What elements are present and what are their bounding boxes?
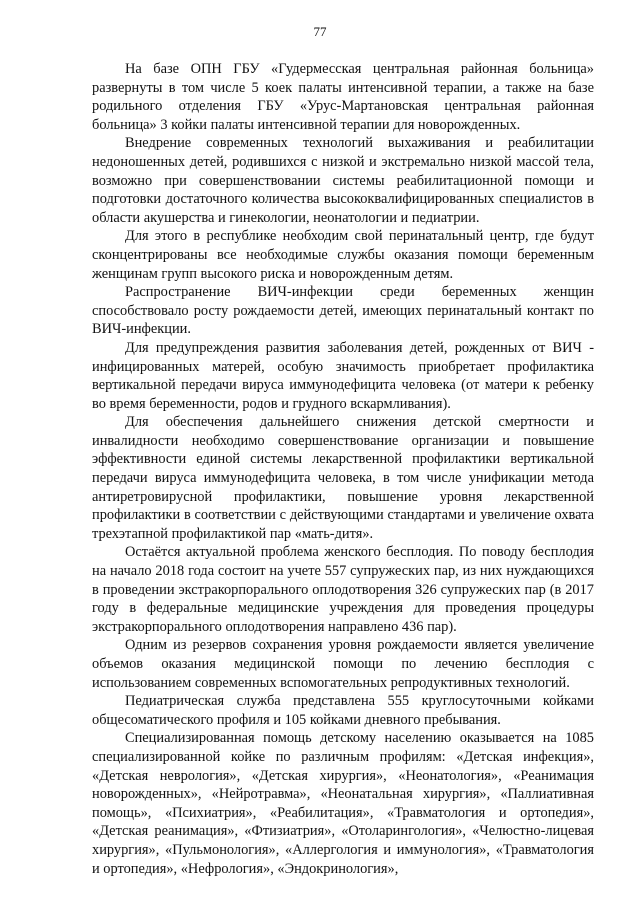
- page-number: 77: [313, 24, 327, 39]
- paragraph: На базе ОПН ГБУ «Гудермесская центральная районная больница» развернуты в том числе 5 коек палаты интенсивной терапии, а также на базе родильного отделения ГБУ «Урус-Мартановская центральная районная больница» 3 койки палаты интенсивной терапии для новорожденных.: [92, 61, 594, 133]
- paragraph: Для этого в республике необходим свой перинатальный центр, где будут сконцентрированы все необходимые службы оказания помощи беременным женщинам групп высокого риска и новорожденным детям.: [92, 228, 594, 282]
- paragraph: Распространение ВИЧ-инфекции среди беременных женщин способствовало росту рождаемости детей, имеющих перинатальный контакт по ВИЧ-инфекции.: [92, 284, 594, 338]
- body-text: [92, 60, 594, 878]
- paragraph: Внедрение современных технологий выхаживания и реабилитации недоношенных детей, родившихся с низкой и экстремально низкой массой тела, возможно при совершенствовании системы реабилитационной помощи и подготовки достаточного количества высококвалифицированных специалистов в области акушерства и гинекологии, неонатологии и педиатрии.: [92, 135, 594, 226]
- paragraph: Педиатрическая служба представлена 555 круглосуточными койками общесоматического профиля и 105 койками дневного пребывания.: [92, 693, 594, 728]
- paragraph: Остаётся актуальной проблема женского бесплодия. По поводу бесплодия на начало 2018 года состоит на учете 557 супружеских пар, из них нуждающихся в проведении экстракорпорального оплодотворения 326 супружеских пар (в 2017 году в федеральные медицинские учреждения для проведения процедуры экстракорпорального оплодотворения направлено 436 пар).: [92, 544, 594, 635]
- paragraph: Специализированная помощь детскому населению оказывается на 1085 специализированной койке по различным профилям: «Детская инфекция», «Детская неврология», «Детская хирургия», «Неонатология», «Реанимация новорожденных», «Нейротравма», «Неонатальная хирургия», «Паллиативная помощь», «Психиатрия», «Реабилитация», «Травматология и ортопедия», «Детская реанимация», «Фтизиатрия», «Отоларингология», «Челюстно-лицевая хирургия», «Пульмонология», «Аллергология и иммунология», «Травматология и ортопедия», «Нефрология», «Эндокринология»,: [92, 730, 594, 877]
- paragraph: Для обеспечения дальнейшего снижения детской смертности и инвалидности необходимо совершенствование организации и повышение эффективности единой системы лекарственной профилактики вертикальной передачи вируса иммунодефицита человека, в том числе унификации метода антиретровирусной профилактики, повышение уровня лекарственной профилактики в соответствии с действующими стандартами и увеличение охвата трехэтапной профилактикой пар «мать-дитя».: [92, 414, 594, 542]
- paragraph: Одним из резервов сохранения уровня рождаемости является увеличение объемов оказания медицинской помощи по лечению бесплодия с использованием современных вспомогательных репродуктивных технологий.: [92, 637, 594, 691]
- paragraph: Для предупреждения развития заболевания детей, рожденных от ВИЧ - инфицированных матерей, особую значимость приобретает профилактика вертикальной передачи вируса иммунодефицита человека (от матери к ребенку во время беременности, родов и грудного вскармливания).: [92, 339, 594, 412]
